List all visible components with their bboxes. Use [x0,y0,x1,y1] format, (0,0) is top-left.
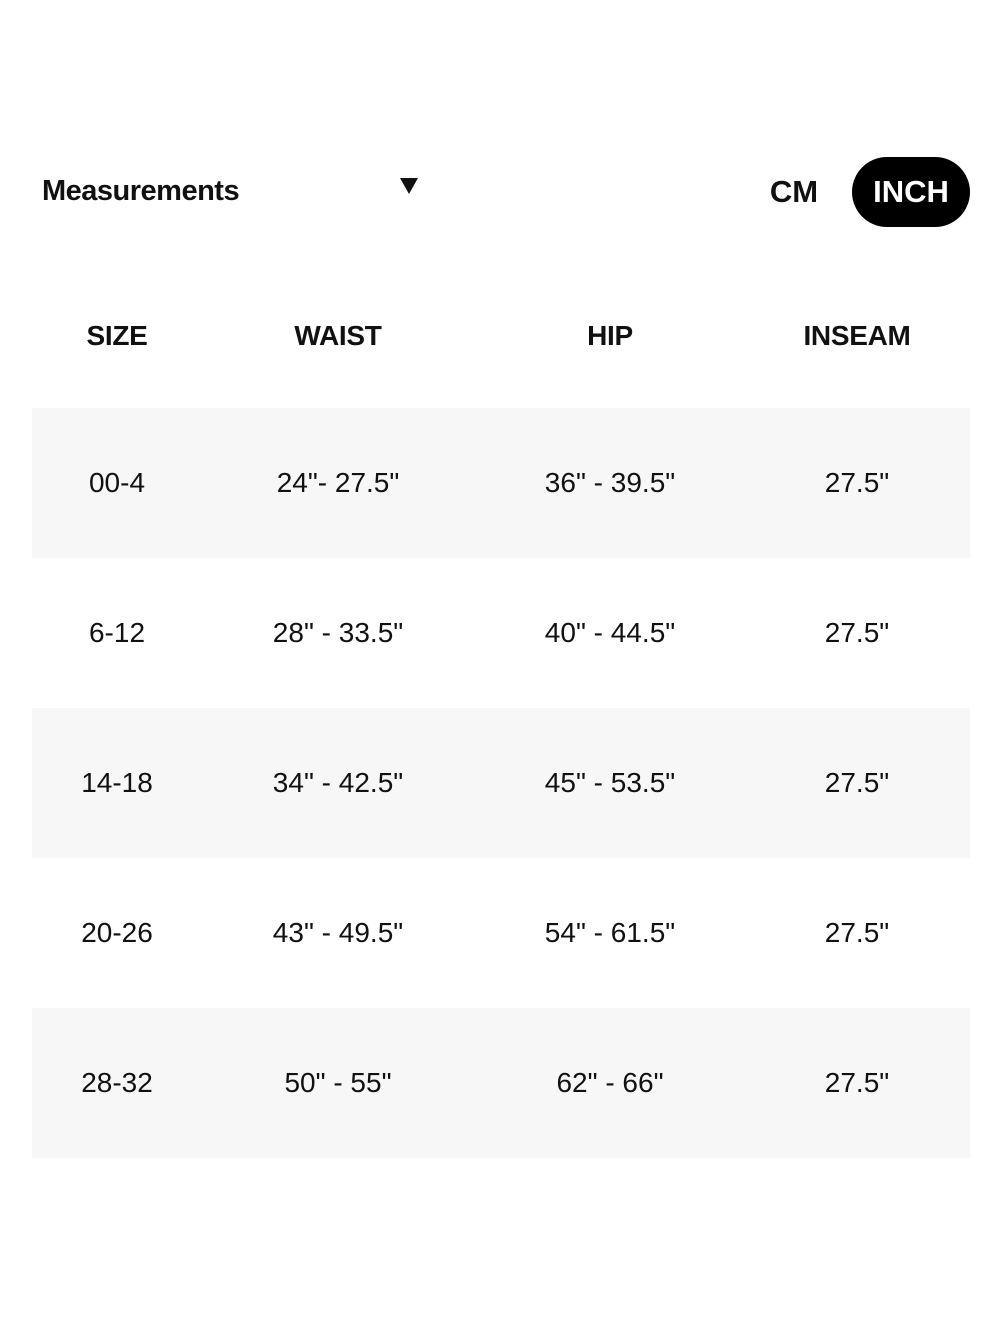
measurements-dropdown[interactable] [42,166,432,216]
waist-cell: 24"- 27.5" [276,467,400,498]
measurements-dropdown-label: Measurements [42,174,240,207]
waist-cell: 50" - 55" [284,1067,392,1098]
hip-cell: 40" - 44.5" [544,617,676,648]
table-row [32,1008,970,1158]
column-header-size: SIZE [86,320,148,351]
column-header-inseam: INSEAM [803,320,911,351]
size-chart-toolbar [0,150,1000,234]
size-cell: 6-12 [88,617,146,648]
table-header-row [32,262,970,408]
hip-cell: 54" - 61.5" [544,917,676,948]
hip-cell: 45" - 53.5" [544,767,676,798]
size-cell: 28-32 [81,1067,153,1098]
triangle-down-icon [400,178,418,194]
unit-cm-button[interactable]: CM [769,174,819,209]
table-row [32,708,970,858]
size-cell: 00-4 [88,467,146,498]
unit-toggle [750,157,970,227]
size-cell: 20-26 [81,917,153,948]
table-row [32,858,970,1008]
column-header-hip: HIP [587,320,633,351]
hip-cell: 36" - 39.5" [544,467,676,498]
table-row [32,408,970,558]
inseam-cell: 27.5" [824,467,890,498]
column-header-waist: WAIST [294,320,382,351]
inseam-cell: 27.5" [824,767,890,798]
waist-cell: 28" - 33.5" [272,617,404,648]
inseam-cell: 27.5" [824,917,890,948]
inseam-cell: 27.5" [824,617,890,648]
hip-cell: 62" - 66" [556,1067,664,1098]
waist-cell: 43" - 49.5" [272,917,404,948]
table-row [32,558,970,708]
waist-cell: 34" - 42.5" [272,767,404,798]
size-cell: 14-18 [81,767,153,798]
inseam-cell: 27.5" [824,1067,890,1098]
unit-inch-button[interactable]: INCH [852,157,970,227]
size-chart-table [32,262,970,1158]
